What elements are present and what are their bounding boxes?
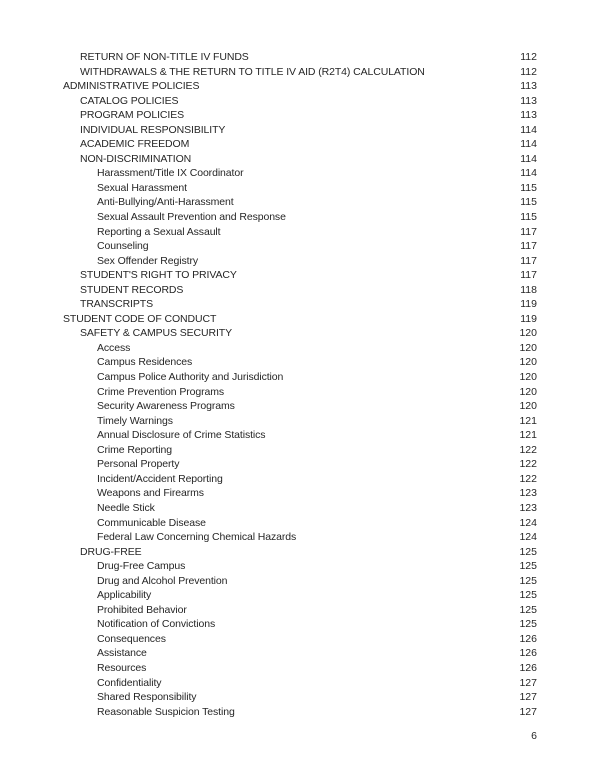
toc-entry[interactable] bbox=[0, 559, 600, 574]
toc-entry[interactable] bbox=[0, 545, 600, 560]
toc-entry-page: 122 bbox=[519, 472, 537, 485]
toc-entry-page: 115 bbox=[520, 196, 537, 209]
toc-entry[interactable] bbox=[0, 443, 600, 458]
toc-entry-title: ADMINISTRATIVE POLICIES bbox=[63, 80, 200, 93]
toc-entry[interactable] bbox=[0, 195, 600, 210]
toc-entry[interactable] bbox=[0, 312, 600, 327]
toc-entry[interactable] bbox=[0, 516, 600, 531]
toc-entry[interactable] bbox=[0, 457, 600, 472]
toc-entry[interactable] bbox=[0, 326, 600, 341]
toc-entry-page: 114 bbox=[520, 152, 537, 165]
toc-entry[interactable] bbox=[0, 123, 600, 138]
toc-entry-page: 127 bbox=[519, 705, 537, 718]
toc-entry-page: 126 bbox=[519, 647, 537, 660]
toc-entry-page: 124 bbox=[519, 516, 537, 529]
toc-entry-page: 112 bbox=[520, 65, 537, 78]
toc-entry-title: ACADEMIC FREEDOM bbox=[80, 138, 190, 151]
toc-entry[interactable] bbox=[0, 370, 600, 385]
toc-entry[interactable] bbox=[0, 414, 600, 429]
toc-entry-page: 113 bbox=[520, 94, 537, 107]
toc-entry[interactable] bbox=[0, 472, 600, 487]
toc-entry[interactable] bbox=[0, 676, 600, 691]
toc-entry[interactable] bbox=[0, 501, 600, 516]
toc-entry[interactable] bbox=[0, 268, 600, 283]
toc-entry-page: 113 bbox=[520, 80, 537, 93]
toc-entry-title: Harassment/Title IX Coordinator bbox=[97, 167, 244, 180]
toc-entry-title: Needle Stick bbox=[97, 501, 155, 514]
toc-entry[interactable] bbox=[0, 355, 600, 370]
toc-entry[interactable] bbox=[0, 210, 600, 225]
toc-entry-page: 125 bbox=[519, 574, 537, 587]
toc-entry-title: Crime Reporting bbox=[97, 443, 172, 456]
toc-entry[interactable] bbox=[0, 297, 600, 312]
toc-entry-page: 117 bbox=[520, 269, 537, 282]
toc-entry-title: Annual Disclosure of Crime Statistics bbox=[97, 429, 266, 442]
toc-entry-page: 124 bbox=[519, 531, 537, 544]
toc-entry-page: 120 bbox=[519, 356, 537, 369]
toc-entry[interactable] bbox=[0, 588, 600, 603]
toc-entry-title: STUDENT RECORDS bbox=[80, 283, 184, 296]
toc-entry-page: 117 bbox=[520, 240, 537, 253]
toc-entry-page: 125 bbox=[519, 545, 537, 558]
toc-entry[interactable] bbox=[0, 108, 600, 123]
toc-entry-page: 120 bbox=[519, 400, 537, 413]
toc-entry-title: Anti-Bullying/Anti-Harassment bbox=[97, 196, 234, 209]
toc-entry[interactable] bbox=[0, 530, 600, 545]
toc-entry-title: Federal Law Concerning Chemical Hazards bbox=[97, 531, 297, 544]
toc-entry-title: Sex Offender Registry bbox=[97, 254, 199, 267]
toc-entry[interactable] bbox=[0, 574, 600, 589]
toc-entry[interactable] bbox=[0, 646, 600, 661]
toc-entry-page: 115 bbox=[520, 211, 537, 224]
toc-entry[interactable] bbox=[0, 690, 600, 705]
table-of-contents bbox=[0, 50, 600, 719]
toc-entry[interactable] bbox=[0, 254, 600, 269]
toc-entry[interactable] bbox=[0, 603, 600, 618]
toc-entry-title: Counseling bbox=[97, 240, 149, 253]
toc-entry-title: SAFETY & CAMPUS SECURITY bbox=[80, 327, 233, 340]
toc-entry[interactable] bbox=[0, 705, 600, 720]
toc-entry-page: 117 bbox=[520, 225, 537, 238]
toc-entry[interactable] bbox=[0, 632, 600, 647]
toc-entry-page: 125 bbox=[519, 560, 537, 573]
toc-entry[interactable] bbox=[0, 166, 600, 181]
toc-entry-title: Access bbox=[97, 341, 131, 354]
toc-entry[interactable] bbox=[0, 341, 600, 356]
toc-entry-page: 114 bbox=[520, 138, 537, 151]
toc-entry-page: 123 bbox=[519, 487, 537, 500]
toc-entry-title: Prohibited Behavior bbox=[97, 603, 187, 616]
toc-entry[interactable] bbox=[0, 399, 600, 414]
toc-entry[interactable] bbox=[0, 79, 600, 94]
toc-entry-title: Consequences bbox=[97, 632, 166, 645]
toc-entry-page: 122 bbox=[519, 458, 537, 471]
toc-entry[interactable] bbox=[0, 94, 600, 109]
toc-entry-page: 126 bbox=[519, 632, 537, 645]
toc-entry-page: 120 bbox=[519, 385, 537, 398]
toc-entry-title: Applicability bbox=[97, 589, 152, 602]
toc-entry-title: INDIVIDUAL RESPONSIBILITY bbox=[80, 123, 226, 136]
toc-entry[interactable] bbox=[0, 385, 600, 400]
toc-entry[interactable] bbox=[0, 661, 600, 676]
toc-entry-page: 120 bbox=[519, 371, 537, 384]
toc-entry-title: Timely Warnings bbox=[97, 414, 173, 427]
toc-entry-title: Resources bbox=[97, 661, 147, 674]
toc-entry-title: CATALOG POLICIES bbox=[80, 94, 179, 107]
toc-entry-title: Crime Prevention Programs bbox=[97, 385, 225, 398]
toc-entry-page: 121 bbox=[519, 429, 537, 442]
toc-entry-title: Drug-Free Campus bbox=[97, 560, 186, 573]
toc-entry[interactable] bbox=[0, 225, 600, 240]
toc-entry[interactable] bbox=[0, 428, 600, 443]
toc-entry-title: Drug and Alcohol Prevention bbox=[97, 574, 228, 587]
toc-entry[interactable] bbox=[0, 486, 600, 501]
toc-entry[interactable] bbox=[0, 239, 600, 254]
toc-entry-title: WITHDRAWALS & THE RETURN TO TITLE IV AID (R2T4) CALCULATION bbox=[80, 65, 425, 78]
toc-entry[interactable] bbox=[0, 283, 600, 298]
toc-entry-title: STUDENT'S RIGHT TO PRIVACY bbox=[80, 269, 237, 282]
toc-entry-page: 112 bbox=[520, 51, 537, 63]
toc-entry-title: Personal Property bbox=[97, 458, 180, 471]
toc-entry-page: 125 bbox=[519, 603, 537, 616]
toc-entry-page: 119 bbox=[520, 298, 537, 311]
toc-entry-page: 113 bbox=[520, 109, 537, 122]
toc-entry-page: 120 bbox=[519, 341, 537, 354]
toc-entry-page: 123 bbox=[519, 501, 537, 514]
toc-entry-page: 121 bbox=[519, 414, 537, 427]
toc-entry-page: 114 bbox=[520, 123, 537, 136]
toc-entry-title: NON-DISCRIMINATION bbox=[80, 152, 192, 165]
toc-entry-title: Campus Police Authority and Jurisdiction bbox=[97, 371, 284, 384]
toc-entry-title: Notification of Convictions bbox=[97, 618, 216, 631]
toc-entry-title: Sexual Harassment bbox=[97, 181, 187, 194]
toc-entry-page: 119 bbox=[520, 312, 537, 325]
toc-entry-title: Assistance bbox=[97, 647, 147, 660]
toc-entry[interactable] bbox=[0, 137, 600, 152]
toc-entry[interactable] bbox=[0, 152, 600, 167]
toc-entry-page: 126 bbox=[519, 661, 537, 674]
toc-entry-page: 127 bbox=[519, 676, 537, 689]
toc-entry-title: Confidentiality bbox=[97, 676, 162, 689]
page-footer-number: 6 bbox=[531, 730, 537, 742]
toc-entry-title: Communicable Disease bbox=[97, 516, 206, 529]
toc-entry[interactable] bbox=[0, 50, 600, 65]
toc-entry-title: Shared Responsibility bbox=[97, 691, 197, 704]
toc-entry-page: 125 bbox=[519, 618, 537, 631]
toc-entry-title: Incident/Accident Reporting bbox=[97, 472, 223, 485]
toc-entry-page: 125 bbox=[519, 589, 537, 602]
toc-entry-title: Weapons and Firearms bbox=[97, 487, 204, 500]
toc-entry-page: 114 bbox=[520, 167, 537, 180]
toc-entry[interactable] bbox=[0, 617, 600, 632]
toc-entry-page: 122 bbox=[519, 443, 537, 456]
toc-entry-title: Campus Residences bbox=[97, 356, 193, 369]
toc-entry-title: Security Awareness Programs bbox=[97, 400, 235, 413]
toc-entry-page: 117 bbox=[520, 254, 537, 267]
toc-entry[interactable] bbox=[0, 65, 600, 80]
toc-entry-page: 115 bbox=[520, 181, 537, 194]
toc-entry-title: Reasonable Suspicion Testing bbox=[97, 705, 235, 718]
toc-entry-title: DRUG-FREE bbox=[80, 545, 142, 558]
toc-entry-page: 127 bbox=[519, 691, 537, 704]
toc-entry[interactable] bbox=[0, 181, 600, 196]
toc-entry-title: PROGRAM POLICIES bbox=[80, 109, 185, 122]
toc-entry-title: Reporting a Sexual Assault bbox=[97, 225, 221, 238]
toc-entry-title: TRANSCRIPTS bbox=[80, 298, 153, 311]
toc-entry-title: Sexual Assault Prevention and Response bbox=[97, 211, 286, 224]
toc-entry-page: 118 bbox=[520, 283, 537, 296]
toc-entry-page: 120 bbox=[519, 327, 537, 340]
toc-entry-title: STUDENT CODE OF CONDUCT bbox=[63, 312, 217, 325]
toc-entry-title: RETURN OF NON-TITLE IV FUNDS bbox=[80, 51, 249, 63]
